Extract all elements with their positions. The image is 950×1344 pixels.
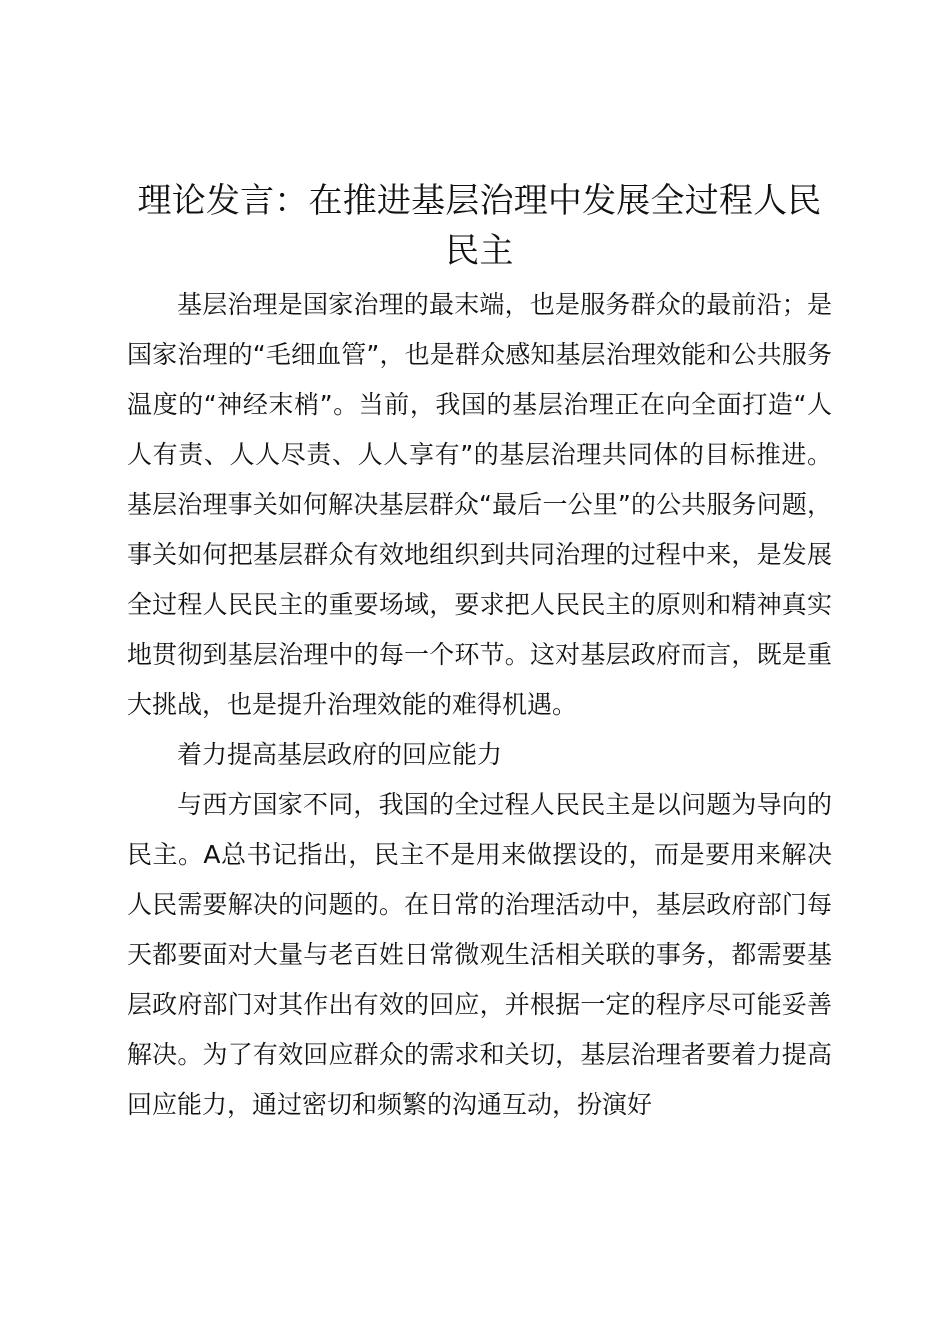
paragraph-response: 与西方国家不同，我国的全过程人民民主是以问题为导向的民主。A总书记指出，民主不是用来做摆设的，而是要用来解决人民需要解决的问题的。在日常的治理活动中，基层政府部门每天都要面对大量与老百姓日常微观生活相关联的事务，都需要基层政府部门对其作出有效的回应，并根据一定的程序尽可能妥善解决。为了有效回应群众的需求和关切，基层治理者要着力提高回应能力，通过密切和频繁的沟通互动，扮演好 xyxy=(127,790,832,1119)
document-body xyxy=(127,280,832,1130)
section-heading: 着力提高基层政府的回应能力 xyxy=(177,740,503,769)
document-title: 理论发言：在推进基层治理中发展全过程人民民主 xyxy=(137,181,822,271)
paragraph-intro: 基层治理是国家治理的最末端，也是服务群众的最前沿；是国家治理的“毛细血管”，也是群众感知基层治理效能和公共服务温度的“神经末梢”。当前，我国的基层治理正在向全面打造“人人有责、人人尽责、人人享有”的基层治理共同体的目标推进。基层治理事关如何解决基层群众“最后一公里”的公共服务问题，事关如何把基层群众有效地组织到共同治理的过程中来，是发展全过程人民民主的重要场域，要求把人民民主的原则和精神真实地贯彻到基层治理中的每一个环节。这对基层政府而言，既是重大挑战，也是提升治理效能的难得机遇。 xyxy=(127,290,832,719)
